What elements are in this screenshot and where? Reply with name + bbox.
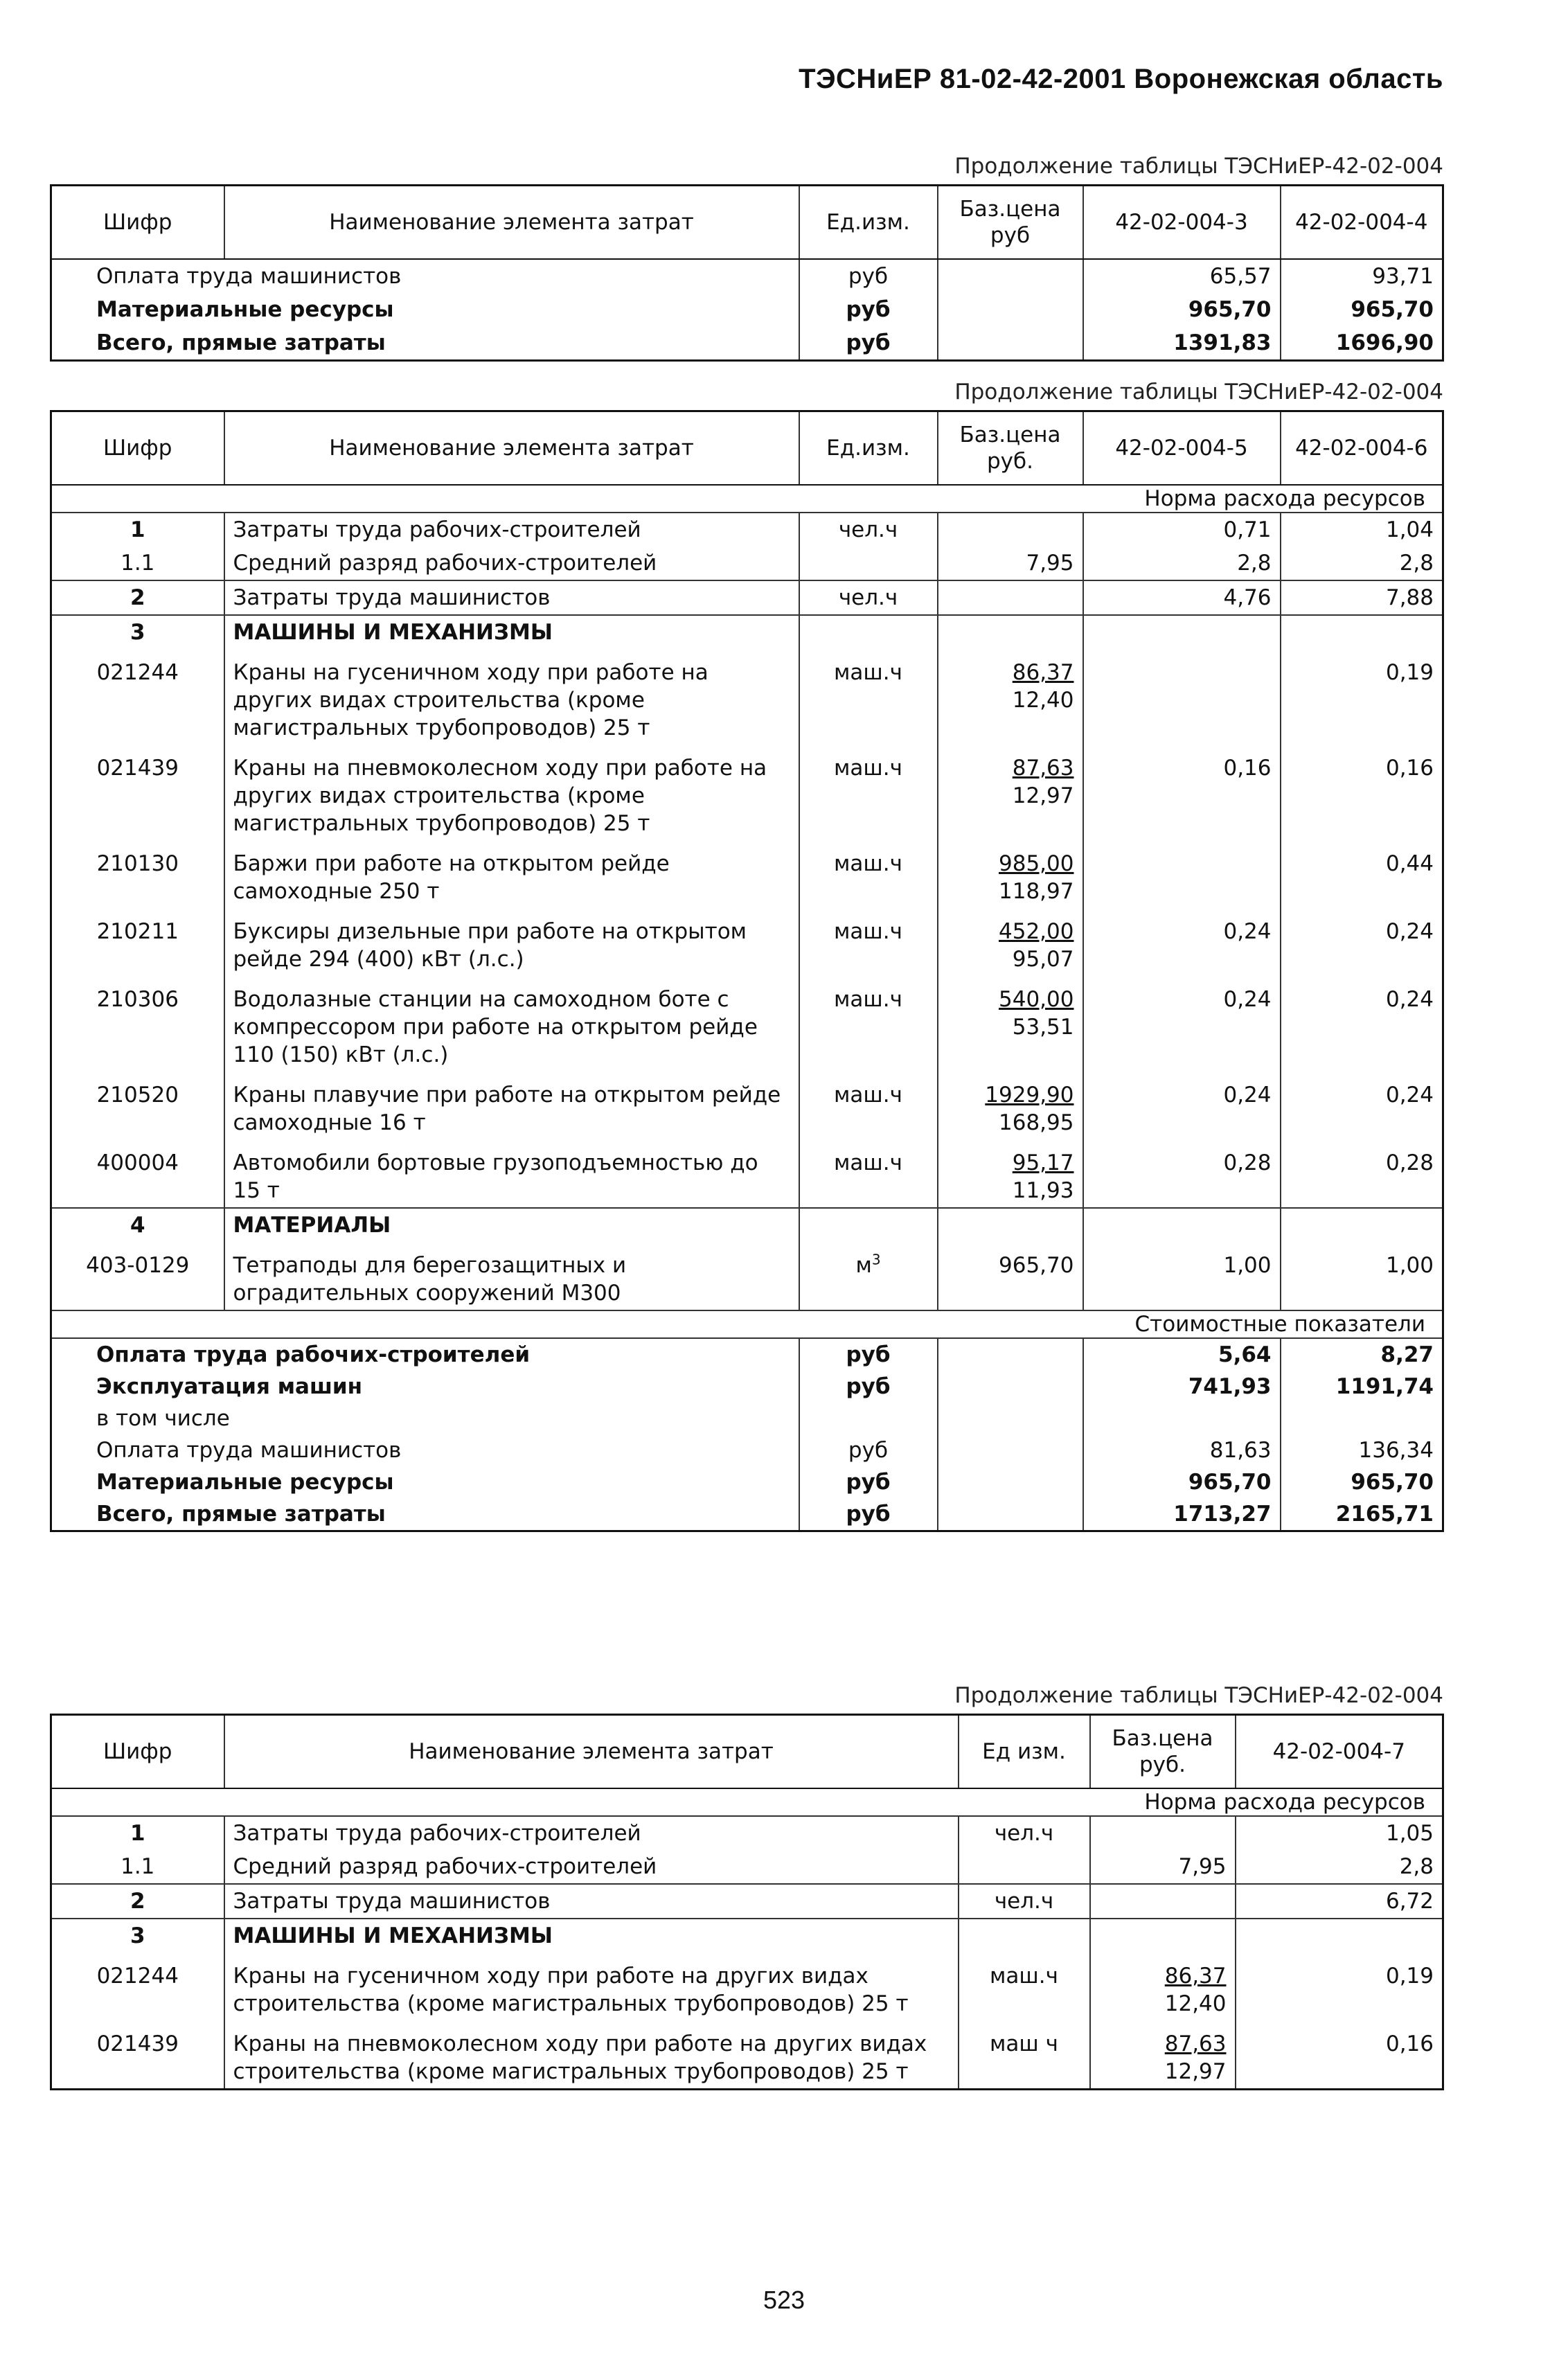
row-code: 1.1: [121, 1854, 155, 1879]
row-price: [938, 908, 1083, 976]
row-code: 3: [51, 1919, 224, 1953]
table-row: [51, 1850, 1443, 1884]
table3: [50, 1714, 1444, 2090]
row-unit: руб: [799, 293, 938, 326]
table-row: [51, 840, 1443, 908]
row-name: Краны на пневмоколесном ходу при работе на других видах строительства (кроме магистральных трубопроводов) 25 т: [224, 745, 799, 840]
cost-name: Материальные ресурсы: [96, 1470, 394, 1495]
row-code: 1: [130, 1821, 145, 1846]
row-value-c1: 0,24: [1083, 1071, 1281, 1139]
cost-name: в том числе: [96, 1406, 230, 1431]
cost-unit: руб: [799, 1371, 938, 1403]
cost-value-c2: 8,27: [1281, 1338, 1443, 1371]
cost-price: [938, 1403, 1083, 1434]
table3-header-row: [51, 1715, 1443, 1789]
table-row: [51, 649, 1443, 745]
row-name: Средний разряд рабочих-строителей: [224, 546, 799, 580]
row-code: 2: [51, 1884, 224, 1919]
table2: [50, 410, 1444, 1532]
table3-body: [51, 1816, 1443, 2090]
row-name: Автомобили бортовые грузоподъемностью до 15 т: [224, 1139, 799, 1208]
row-price: [938, 293, 1083, 326]
row-value-c2: 965,70: [1281, 293, 1443, 326]
cost-price: [938, 1498, 1083, 1531]
row-price: 7,95: [1090, 1850, 1236, 1884]
row-price: [1090, 1953, 1236, 2020]
table-row: [51, 1884, 1443, 1919]
row-price: [938, 580, 1083, 615]
row-name: Тетраподы для берегозащитных и оградительных сооружений М300: [224, 1242, 799, 1310]
col-header-name: Наименование элемента затрат: [224, 186, 799, 260]
row-name: МАТЕРИАЛЫ: [224, 1208, 799, 1242]
row-value-c2: 1,04: [1281, 513, 1443, 546]
price-total: 86,37: [1012, 660, 1074, 685]
table2-body: [51, 513, 1443, 1310]
row-unit: чел.ч: [959, 1884, 1090, 1919]
row-code: 3: [51, 615, 224, 649]
cost-value-c1: 965,70: [1083, 1466, 1281, 1498]
cost-row: [51, 1498, 1443, 1531]
row-value-c2: 0,19: [1281, 649, 1443, 745]
row-name: Краны на гусеничном ходу при работе на других видах строительства (кроме магистральных трубопроводов) 25 т: [224, 1953, 959, 2020]
row-value-c1: 0,28: [1083, 1139, 1281, 1208]
row-price: [938, 745, 1083, 840]
row-value-c1: 0,16: [1083, 745, 1281, 840]
row-code: 210520: [96, 1083, 179, 1108]
cost-row: [51, 1403, 1443, 1434]
table-row: [51, 1816, 1443, 1850]
row-price: [938, 513, 1083, 546]
row-name: Краны на гусеничном ходу при работе на других видах строительства (кроме магистральных трубопроводов) 25 т: [224, 649, 799, 745]
row-code: 1.1: [121, 551, 155, 576]
row-unit: маш.ч: [799, 908, 938, 976]
row-code: 400004: [96, 1150, 179, 1175]
row-value-c1: 6,72: [1236, 1884, 1443, 1919]
row-code: 210306: [96, 987, 179, 1012]
price-wages: 12,40: [1012, 688, 1074, 713]
price-total: 86,37: [1164, 1964, 1227, 1989]
row-code: 210130: [96, 851, 179, 876]
row-unit: [799, 1208, 938, 1242]
row-price: 7,95: [938, 546, 1083, 580]
row-value-c2: 2,8: [1281, 546, 1443, 580]
cost-price: [938, 1466, 1083, 1498]
row-unit: чел.ч: [959, 1816, 1090, 1850]
table-row: [51, 293, 1443, 326]
table-row: [51, 1242, 1443, 1310]
row-price: [938, 649, 1083, 745]
cost-unit: руб: [799, 1338, 938, 1371]
row-price: [1090, 1884, 1236, 1919]
table2-header-row: [51, 411, 1443, 486]
col-header-code: Шифр: [51, 411, 224, 486]
table-row: [51, 615, 1443, 649]
table-row: [51, 326, 1443, 361]
row-value-c2: 7,88: [1281, 580, 1443, 615]
row-value-c2: 0,28: [1281, 1139, 1443, 1208]
col-header-price: Баз.цена руб: [938, 186, 1083, 260]
cost-value-c2: [1281, 1403, 1443, 1434]
cost-row: [51, 1371, 1443, 1403]
row-unit: руб: [799, 326, 938, 361]
row-price: [938, 976, 1083, 1071]
row-name: Затраты труда машинистов: [224, 1884, 959, 1919]
row-value-c1: 0,16: [1236, 2020, 1443, 2090]
col-header-unit: Ед.изм.: [799, 411, 938, 486]
cost-name: Всего, прямые затраты: [96, 1502, 386, 1527]
price-wages: 118,97: [999, 879, 1074, 904]
row-name: Баржи при работе на открытом рейде самоходные 250 т: [224, 840, 799, 908]
row-price: 965,70: [938, 1242, 1083, 1310]
row-value-c1: [1236, 1919, 1443, 1953]
col-header-unit: Ед изм.: [959, 1715, 1090, 1789]
row-name: МАШИНЫ И МЕХАНИЗМЫ: [224, 1919, 959, 1953]
row-unit: чел.ч: [799, 513, 938, 546]
row-name: Всего, прямые затраты: [96, 330, 386, 355]
row-unit: руб: [799, 259, 938, 293]
row-price: [1090, 2020, 1236, 2090]
cost-value-c2: 136,34: [1281, 1434, 1443, 1466]
row-value-c1: 0,19: [1236, 1953, 1443, 2020]
cost-unit: руб: [799, 1498, 938, 1531]
row-name: Краны плавучие при работе на открытом рейде самоходные 16 т: [224, 1071, 799, 1139]
row-value-c2: [1281, 615, 1443, 649]
row-unit: маш.ч: [799, 649, 938, 745]
document-header-title: ТЭСНиЕР 81-02-42-2001 Воронежская область: [799, 64, 1443, 94]
row-code: 403-0129: [86, 1253, 190, 1278]
row-code: 021439: [96, 2031, 179, 2056]
row-unit: [799, 546, 938, 580]
price-total: 1929,90: [985, 1083, 1074, 1108]
col-header-code: Шифр: [51, 186, 224, 260]
cost-name: Эксплуатация машин: [96, 1374, 363, 1399]
col-header-c2: 42-02-004-6: [1281, 411, 1443, 486]
row-value-c1: 2,8: [1236, 1850, 1443, 1884]
row-unit: маш.ч: [959, 1953, 1090, 2020]
cost-value-c1: 741,93: [1083, 1371, 1281, 1403]
row-price: [938, 326, 1083, 361]
row-unit: маш.ч: [799, 745, 938, 840]
row-price: [938, 840, 1083, 908]
row-value-c1: 0,24: [1083, 976, 1281, 1071]
row-unit: [959, 1919, 1090, 1953]
col-header-name: Наименование элемента затрат: [224, 411, 799, 486]
table2-caption: Продолжение таблицы ТЭСНиЕР-42-02-004: [954, 380, 1443, 404]
row-name: Затраты труда машинистов: [224, 580, 799, 615]
row-name: МАШИНЫ И МЕХАНИЗМЫ: [224, 615, 799, 649]
price-wages: 12,97: [1012, 783, 1074, 808]
row-code: 210211: [96, 919, 179, 944]
row-value-c1: 1391,83: [1083, 326, 1281, 361]
row-unit: [799, 1242, 938, 1310]
row-name: Затраты труда рабочих-строителей: [224, 1816, 959, 1850]
row-value-c1: 1,05: [1236, 1816, 1443, 1850]
table-row: [51, 976, 1443, 1071]
table-row: [51, 1919, 1443, 1953]
page-number: 523: [763, 2286, 805, 2314]
table1-header-row: [51, 186, 1443, 260]
table-row: [51, 259, 1443, 293]
price-wages: 53,51: [1012, 1015, 1074, 1040]
row-value-c1: [1083, 840, 1281, 908]
table-row: [51, 1071, 1443, 1139]
price-total: 87,63: [1164, 2031, 1227, 2056]
cost-unit: руб: [799, 1466, 938, 1498]
row-unit: маш.ч: [799, 976, 938, 1071]
col-header-name: Наименование элемента затрат: [224, 1715, 959, 1789]
row-value-c1: 2,8: [1083, 546, 1281, 580]
cost-label: Стоимостные показатели: [51, 1310, 1443, 1338]
norm-band: [51, 1788, 1443, 1816]
row-value-c1: [1083, 1208, 1281, 1242]
row-price: [1090, 1816, 1236, 1850]
cost-unit: [799, 1403, 938, 1434]
row-value-c2: 0,44: [1281, 840, 1443, 908]
unit-exponent: 3: [871, 1251, 881, 1268]
table-row: [51, 908, 1443, 976]
row-name: Оплата труда машинистов: [96, 264, 402, 289]
row-code: 021244: [96, 1964, 179, 1989]
price-total: 452,00: [999, 919, 1074, 944]
row-value-c1: 65,57: [1083, 259, 1281, 293]
row-unit: маш.ч: [799, 1139, 938, 1208]
col-header-c2: 42-02-004-4: [1281, 186, 1443, 260]
row-price: [1090, 1919, 1236, 1953]
price-wages: 168,95: [999, 1110, 1074, 1135]
row-name: Буксиры дизельные при работе на открытом рейде 294 (400) кВт (л.с.): [224, 908, 799, 976]
cost-price: [938, 1338, 1083, 1371]
row-code: 021439: [96, 756, 179, 781]
cost-value-c2: 965,70: [1281, 1466, 1443, 1498]
table-row: [51, 1208, 1443, 1242]
cost-row: [51, 1338, 1443, 1371]
row-name: Водолазные станции на самоходном боте с компрессором при работе на открытом рейде 110 (150) кВт (л.с.): [224, 976, 799, 1071]
price-total: 87,63: [1012, 756, 1074, 781]
row-unit: чел.ч: [799, 580, 938, 615]
table-row: [51, 745, 1443, 840]
row-value-c2: 0,24: [1281, 1071, 1443, 1139]
cost-unit: руб: [799, 1434, 938, 1466]
row-value-c1: 0,24: [1083, 908, 1281, 976]
cost-value-c1: [1083, 1403, 1281, 1434]
price-wages: 12,97: [1164, 2059, 1227, 2084]
price-wages: 11,93: [1012, 1178, 1074, 1203]
price-total: 540,00: [999, 987, 1074, 1012]
row-value-c1: 0,71: [1083, 513, 1281, 546]
table-row: [51, 1139, 1443, 1208]
norm-label: Норма расхода ресурсов: [51, 1788, 1443, 1816]
price-wages: 95,07: [1012, 947, 1074, 972]
table2-costs: [51, 1338, 1443, 1531]
row-code: 021244: [96, 660, 179, 685]
cost-row: [51, 1466, 1443, 1498]
cost-value-c1: 81,63: [1083, 1434, 1281, 1466]
col-header-price: Баз.цена руб.: [938, 411, 1083, 486]
row-name: Затраты труда рабочих-строителей: [224, 513, 799, 546]
price-total: 95,17: [1012, 1150, 1074, 1175]
table-row: [51, 513, 1443, 546]
row-value-c1: [1083, 615, 1281, 649]
table1-caption: Продолжение таблицы ТЭСНиЕР-42-02-004: [954, 154, 1443, 179]
cost-row: [51, 1434, 1443, 1466]
price-wages: 12,40: [1164, 1991, 1227, 2016]
row-value-c1: 1,00: [1083, 1242, 1281, 1310]
norm-label: Норма расхода ресурсов: [51, 485, 1443, 513]
col-header-price: Баз.цена руб.: [1090, 1715, 1236, 1789]
price-total: 985,00: [999, 851, 1074, 876]
row-value-c2: 0,24: [1281, 908, 1443, 976]
table-row: [51, 2020, 1443, 2090]
cost-band: [51, 1310, 1443, 1338]
table-row: [51, 580, 1443, 615]
cost-name: Оплата труда машинистов: [96, 1438, 402, 1463]
row-value-c2: 0,24: [1281, 976, 1443, 1071]
row-code: 2: [51, 580, 224, 615]
row-price: [938, 259, 1083, 293]
row-value-c2: 93,71: [1281, 259, 1443, 293]
col-header-code: Шифр: [51, 1715, 224, 1789]
row-code: 1: [130, 517, 145, 542]
row-code: 4: [51, 1208, 224, 1242]
row-value-c2: 1,00: [1281, 1242, 1443, 1310]
row-value-c1: [1083, 649, 1281, 745]
row-name: Материальные ресурсы: [96, 297, 394, 322]
row-unit: [799, 615, 938, 649]
row-price: [938, 1071, 1083, 1139]
cost-name: Оплата труда рабочих-строителей: [96, 1342, 531, 1367]
table-row: [51, 1953, 1443, 2020]
row-unit: маш.ч: [799, 1071, 938, 1139]
row-value-c2: [1281, 1208, 1443, 1242]
row-unit: маш ч: [959, 2020, 1090, 2090]
col-header-unit: Ед.изм.: [799, 186, 938, 260]
row-unit: [959, 1850, 1090, 1884]
row-value-c1: 965,70: [1083, 293, 1281, 326]
cost-value-c1: 1713,27: [1083, 1498, 1281, 1531]
col-header-c1: 42-02-004-7: [1236, 1715, 1443, 1789]
cost-value-c2: 1191,74: [1281, 1371, 1443, 1403]
cost-price: [938, 1434, 1083, 1466]
row-price: [938, 1208, 1083, 1242]
row-name: Средний разряд рабочих-строителей: [224, 1850, 959, 1884]
row-name: Краны на пневмоколесном ходу при работе на других видах строительства (кроме магистральных трубопроводов) 25 т: [224, 2020, 959, 2090]
row-price: [938, 615, 1083, 649]
norm-band: [51, 485, 1443, 513]
table3-caption: Продолжение таблицы ТЭСНиЕР-42-02-004: [954, 1683, 1443, 1708]
row-value-c2: 0,16: [1281, 745, 1443, 840]
cost-value-c2: 2165,71: [1281, 1498, 1443, 1531]
row-value-c1: 4,76: [1083, 580, 1281, 615]
table1: [50, 184, 1444, 362]
unit-base: м: [855, 1253, 872, 1278]
cost-price: [938, 1371, 1083, 1403]
row-unit: маш.ч: [799, 840, 938, 908]
row-price: [938, 1139, 1083, 1208]
col-header-c1: 42-02-004-5: [1083, 411, 1281, 486]
row-value-c2: 1696,90: [1281, 326, 1443, 361]
col-header-c1: 42-02-004-3: [1083, 186, 1281, 260]
table-row: [51, 546, 1443, 580]
cost-value-c1: 5,64: [1083, 1338, 1281, 1371]
